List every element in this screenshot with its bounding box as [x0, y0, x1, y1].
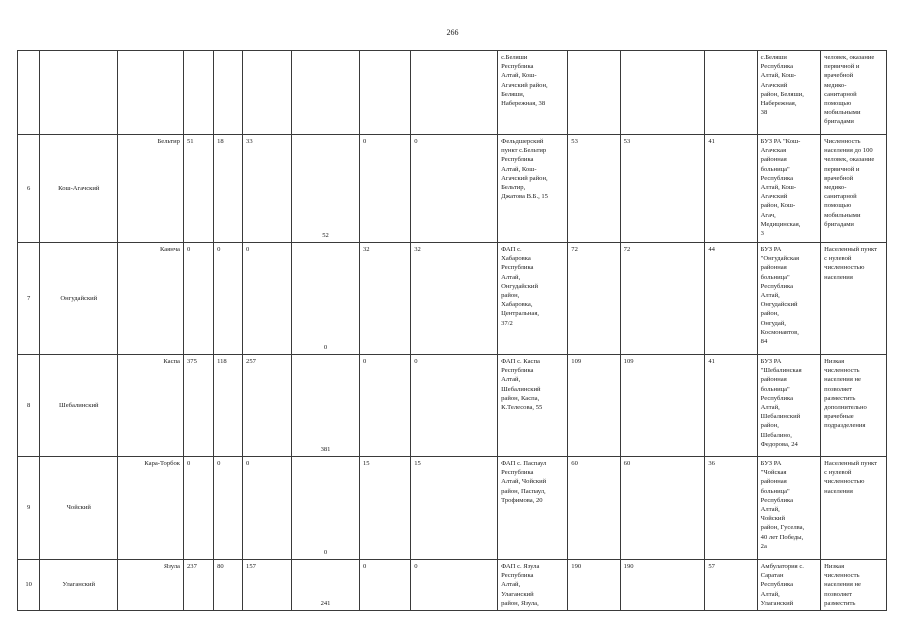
row-number: 10: [18, 560, 40, 611]
settlement-cell: Каспа: [118, 355, 184, 457]
value-cell: 53: [568, 135, 620, 243]
value-cell: 15: [411, 457, 498, 560]
value-cell: 0: [411, 135, 498, 243]
value-cell: 0: [359, 560, 410, 611]
facility-address-cell: ФАП с. Хабаровка Республика Алтай, Онгудайский район, Хабаровка, Центральная, 37/2: [498, 243, 568, 355]
value-cell: 0: [411, 560, 498, 611]
row-number: 9: [18, 457, 40, 560]
value-cell: 41: [705, 135, 757, 243]
value-cell: 0: [243, 243, 292, 355]
value-cell: 72: [620, 243, 705, 355]
value-cell: 0: [411, 355, 498, 457]
table-row: [18, 457, 887, 560]
value-cell: 118: [214, 355, 243, 457]
value-cell: 157: [243, 560, 292, 611]
note-cell: Численность населения до 100 человек, оказание первичной и врачебной медико- санитарной помощью мобильными бригадами: [821, 135, 887, 243]
row-number: 7: [18, 243, 40, 355]
district-cell: Кош-Агачский: [40, 135, 118, 243]
value-cell: 60: [568, 457, 620, 560]
value-cell: 60: [620, 457, 705, 560]
value-cell: 36: [705, 457, 757, 560]
value-cell: 190: [568, 560, 620, 611]
value-cell: 0: [292, 243, 360, 355]
district-cell: Чойский: [40, 457, 118, 560]
district-cell: Улаганский: [40, 560, 118, 611]
value-cell: 72: [568, 243, 620, 355]
row-number: 6: [18, 135, 40, 243]
note-cell: Низкая численность населения не позволяет разместить: [821, 560, 887, 611]
table-row: [18, 51, 887, 135]
value-cell: 0: [183, 243, 213, 355]
value-cell: 57: [705, 560, 757, 611]
hospital-address-cell: с.Беляши Республика Алтай, Кош- Агачский район, Беляши, Набережная, 38: [757, 51, 821, 135]
hospital-address-cell: БУЗ РА "Кош- Агачская районная больница" Республика Алтай, Кош- Агачский район, Кош- Агач, Медицинская, 3: [757, 135, 821, 243]
value-cell: 0: [359, 135, 410, 243]
value-cell: 237: [183, 560, 213, 611]
table-row: [18, 135, 887, 243]
note-cell: Населенный пункт с нулевой численностью населения: [821, 243, 887, 355]
value-cell: 32: [359, 243, 410, 355]
district-cell: [40, 51, 118, 135]
value-cell: 0: [183, 457, 213, 560]
value-cell: 0: [292, 457, 360, 560]
value-cell: [620, 51, 705, 135]
value-cell: 32: [411, 243, 498, 355]
value-cell: 51: [183, 135, 213, 243]
value-cell: 15: [359, 457, 410, 560]
settlement-cell: Язула: [118, 560, 184, 611]
hospital-address-cell: БУЗ РА "Чойская районная больница" Республика Алтай, Чойский район, Гуселва, 40 лет Победы, 2а: [757, 457, 821, 560]
value-cell: 241: [292, 560, 360, 611]
district-cell: Онгудайский: [40, 243, 118, 355]
page-number: 266: [446, 28, 459, 37]
facility-address-cell: ФАП с. Паспаул Республика Алтай, Чойский район, Паспаул, Трофимова, 20: [498, 457, 568, 560]
note-cell: Населенный пункт с нулевой численностью населения: [821, 457, 887, 560]
district-cell: Шебалинский: [40, 355, 118, 457]
value-cell: [183, 51, 213, 135]
note-cell: человек, оказание первичной и врачебной медико- санитарной помощью мобильными бригадами: [821, 51, 887, 135]
value-cell: [705, 51, 757, 135]
value-cell: 52: [292, 135, 360, 243]
value-cell: 0: [214, 457, 243, 560]
table-row: [18, 243, 887, 355]
value-cell: [243, 51, 292, 135]
value-cell: [568, 51, 620, 135]
value-cell: 80: [214, 560, 243, 611]
value-cell: 53: [620, 135, 705, 243]
settlement-cell: Каянча: [118, 243, 184, 355]
value-cell: 0: [243, 457, 292, 560]
facility-address-cell: с.Беляши Республика Алтай, Кош- Агачский район, Беляши, Набережная, 38: [498, 51, 568, 135]
hospital-address-cell: Амбулатория с. Саратан Республика Алтай, Улаганский: [757, 560, 821, 611]
value-cell: 0: [359, 355, 410, 457]
value-cell: [411, 51, 498, 135]
value-cell: 18: [214, 135, 243, 243]
value-cell: 0: [214, 243, 243, 355]
facility-address-cell: ФАП с. Язула Республика Алтай, Улаганский район, Язула,: [498, 560, 568, 611]
value-cell: [214, 51, 243, 135]
row-number: 8: [18, 355, 40, 457]
value-cell: 33: [243, 135, 292, 243]
settlement-cell: Кара-Торбок: [118, 457, 184, 560]
facility-address-cell: ФАП с. Каспа Республика Алтай, Шебалинский район, Каспа, К.Телесова, 55: [498, 355, 568, 457]
value-cell: 44: [705, 243, 757, 355]
value-cell: 109: [620, 355, 705, 457]
row-number: [18, 51, 40, 135]
value-cell: 381: [292, 355, 360, 457]
hospital-address-cell: БУЗ РА "Онгудайская районная больница" Республика Алтай, Онгудайский район, Онгудай, Космонавтов, 84: [757, 243, 821, 355]
value-cell: 41: [705, 355, 757, 457]
healthcare-facilities-table: [17, 50, 887, 611]
value-cell: 375: [183, 355, 213, 457]
value-cell: [292, 51, 360, 135]
value-cell: 190: [620, 560, 705, 611]
value-cell: 257: [243, 355, 292, 457]
table-row: [18, 355, 887, 457]
value-cell: [359, 51, 410, 135]
table-row: [18, 560, 887, 611]
settlement-cell: [118, 51, 184, 135]
settlement-cell: Бельтир: [118, 135, 184, 243]
value-cell: 109: [568, 355, 620, 457]
facility-address-cell: Фельдшерский пункт с.Бельтир Республика Алтай, Кош- Агачский район, Бельтир, Джатова В.Б., 15: [498, 135, 568, 243]
hospital-address-cell: БУЗ РА "Шебалинская районная больница" Республика Алтай, Шебалинский район, Шебалино, Федорова, 24: [757, 355, 821, 457]
note-cell: Низкая численность населения не позволяет разместить дополнительно врачебные подразделения: [821, 355, 887, 457]
